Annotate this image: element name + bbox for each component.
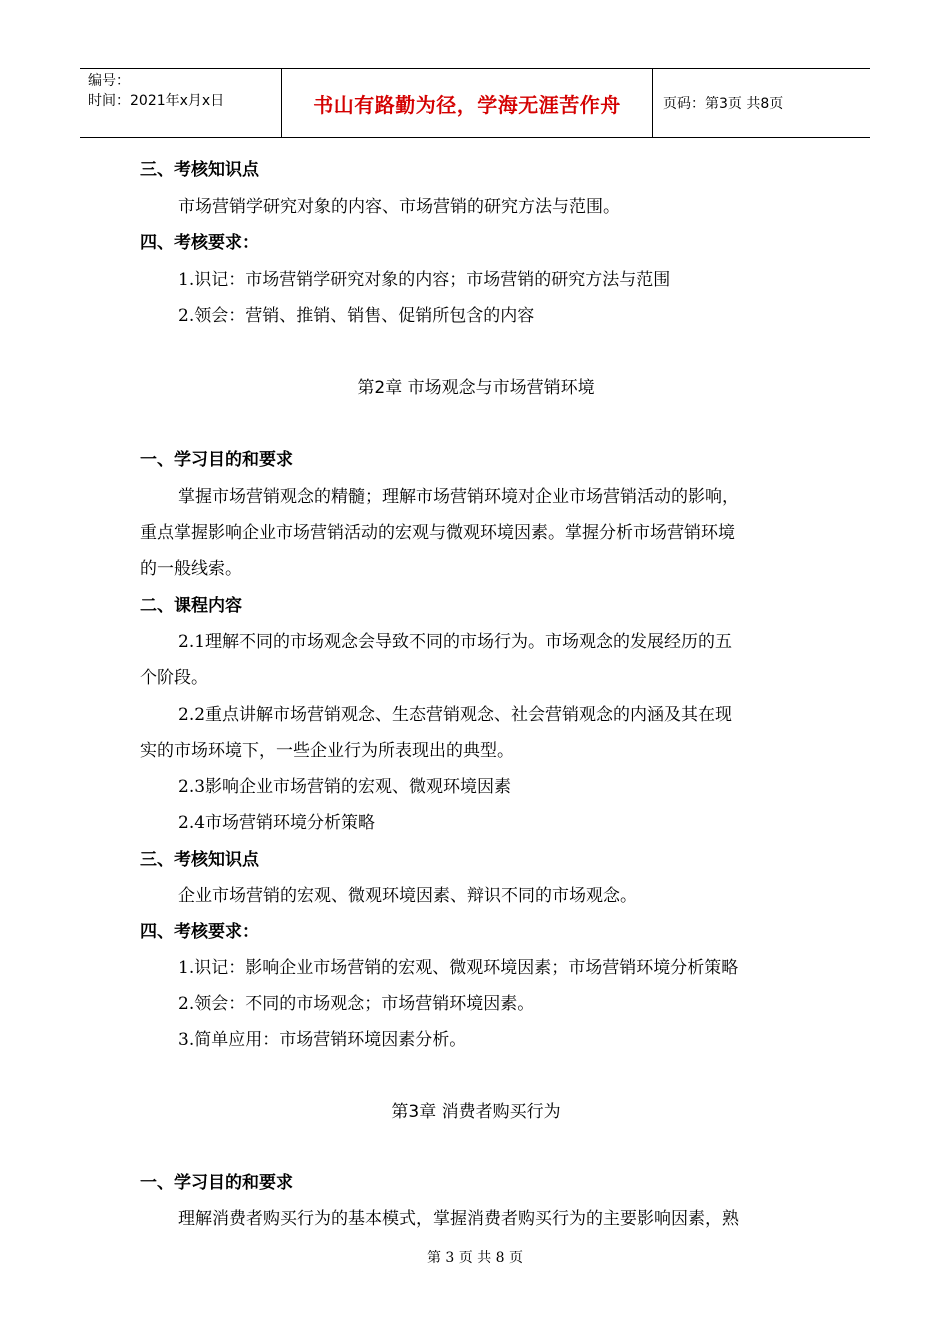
section-heading: 四、考核要求：: [140, 922, 259, 942]
paragraph-line: 重点掌握影响企业市场营销活动的宏观与微观环境因素。掌握分析市场营销环境: [140, 523, 735, 543]
page-footer: 第 3 页 共 8 页: [426, 1250, 524, 1266]
paragraph-line: 1.识记：市场营销学研究对象的内容；市场营销的研究方法与范围: [178, 270, 671, 290]
paragraph-line: 2.4市场营销环境分析策略: [178, 813, 376, 833]
paragraph-line: 理解消费者购买行为的基本模式，掌握消费者购买行为的主要影响因素，熟: [178, 1209, 739, 1229]
motto: 书山有路勤为径，学海无涯苦作舟: [282, 69, 653, 137]
paragraph-line: 的一般线索。: [140, 559, 242, 579]
paragraph-line: 实的市场环境下，一些企业行为所表现出的典型。: [140, 741, 514, 761]
paragraph-line: 1.识记：影响企业市场营销的宏观、微观环境因素；市场营销环境分析策略: [178, 958, 739, 978]
number-label: 编号：: [88, 73, 130, 89]
section-heading: 一、学习目的和要求: [140, 450, 293, 470]
section-heading: 三、考核知识点: [140, 160, 259, 180]
paragraph-line: 2.领会：不同的市场观念；市场营销环境因素。: [178, 994, 535, 1014]
paragraph-line: 企业市场营销的宏观、微观环境因素、辩识不同的市场观念。: [178, 886, 637, 906]
section-heading: 三、考核知识点: [140, 850, 259, 870]
paragraph-line: 掌握市场营销观念的精髓；理解市场营销环境对企业市场营销活动的影响，: [178, 487, 739, 507]
paragraph-line: 市场营销学研究对象的内容、市场营销的研究方法与范围。: [178, 197, 620, 217]
section-heading: 四、考核要求：: [140, 233, 259, 253]
page-info: 页码：第3页 共8页: [663, 96, 784, 112]
section-heading: 一、学习目的和要求: [140, 1173, 293, 1193]
time-label: 时间：2021年x月x日: [88, 93, 225, 109]
chapter-title: 第3章 消费者购买行为: [391, 1102, 561, 1122]
section-heading: 二、课程内容: [140, 596, 242, 616]
header-left-cell: [80, 69, 282, 137]
paragraph-line: 3.简单应用：市场营销环境因素分析。: [178, 1030, 467, 1050]
paragraph-line: 2.1理解不同的市场观念会导致不同的市场行为。市场观念的发展经历的五: [178, 632, 733, 652]
page-header: [80, 68, 870, 138]
paragraph-line: 个阶段。: [140, 668, 208, 688]
paragraph-line: 2.2重点讲解市场营销观念、生态营销观念、社会营销观念的内涵及其在现: [178, 705, 733, 725]
paragraph-line: 2.3影响企业市场营销的宏观、微观环境因素: [178, 777, 512, 797]
paragraph-line: 2.领会：营销、推销、销售、促销所包含的内容: [178, 306, 535, 326]
chapter-title: 第2章 市场观念与市场营销环境: [357, 378, 595, 398]
